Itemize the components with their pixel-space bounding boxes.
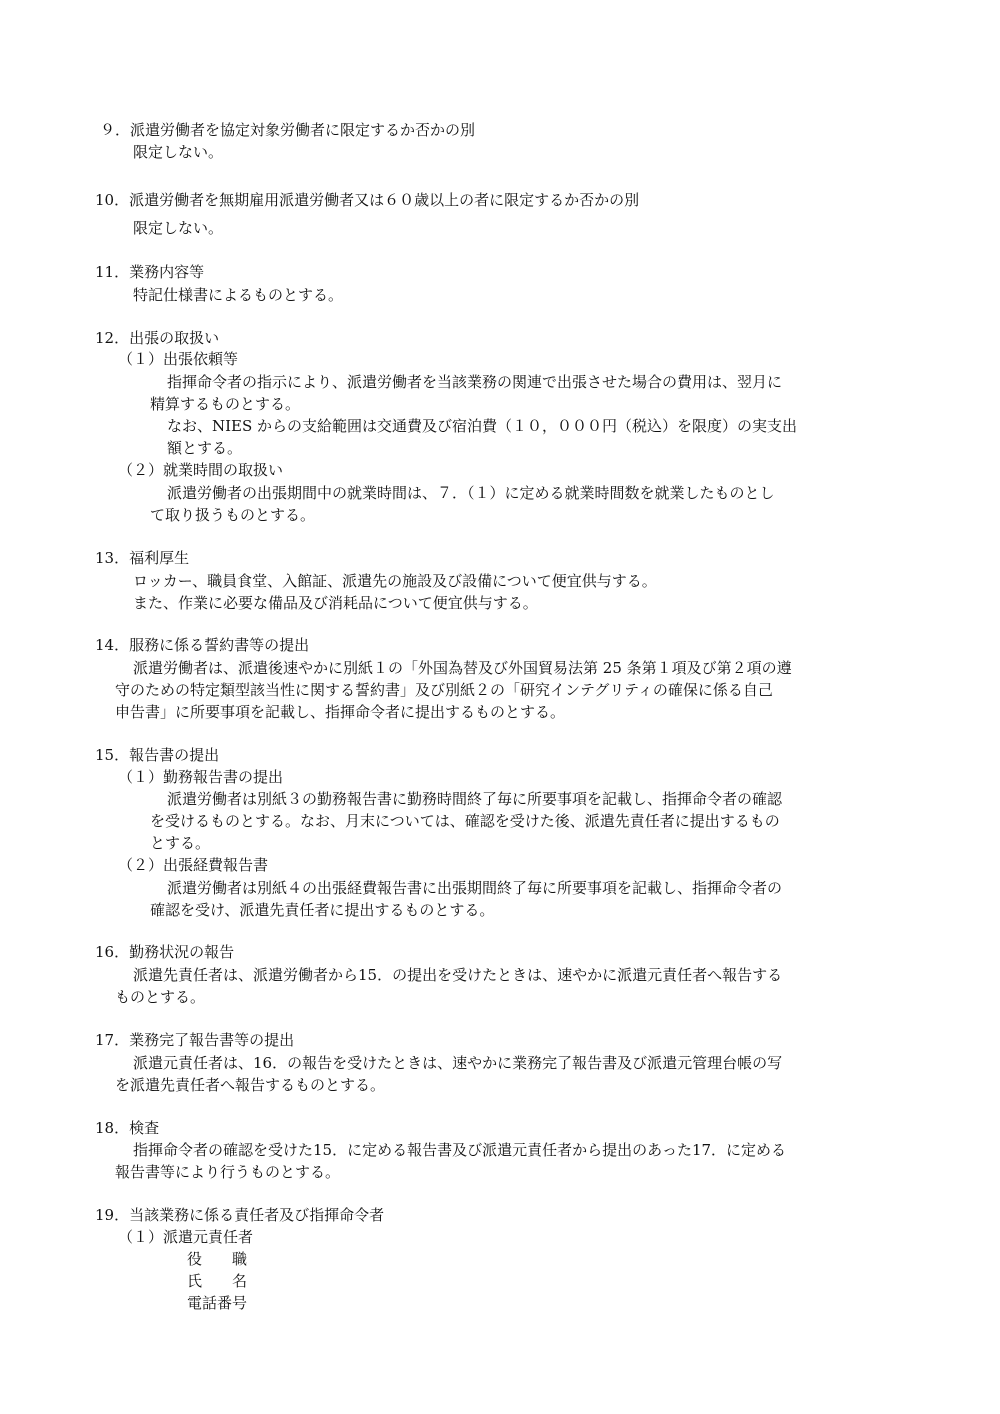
body-text: 特記仕様書によるものとする。 [133, 286, 344, 304]
subheading: （２）就業時間の取扱い [118, 461, 284, 479]
heading-15: 15．報告書の提出 [95, 746, 220, 764]
body-text: 派遣労働者は別紙３の勤務報告書に勤務時間終了毎に所要事項を記載し、指揮命令者の確認 [167, 790, 783, 808]
body-text: ロッカー、職員食堂、入館証、派遣先の施設及び設備について便宜供与する。 [133, 572, 657, 590]
body-text: 派遣元責任者は、16．の報告を受けたときは、速やかに業務完了報告書及び派遣元管理台帳の写 [133, 1054, 783, 1072]
body-text: を派遣先責任者へ報告するものとする。 [115, 1076, 386, 1094]
body-text: 指揮命令者の確認を受けた15．に定める報告書及び派遣元責任者から提出のあった17．に定める [133, 1141, 787, 1159]
body-text: 派遣先責任者は、派遣労働者から15．の提出を受けたときは、速やかに派遣元責任者へ報告する [133, 966, 783, 984]
subheading: （１）派遣元責任者 [118, 1228, 254, 1246]
body-text: なお、NIES からの支給範囲は交通費及び宿泊費（１０，０００円（税込）を限度）の実支出 [167, 417, 798, 435]
body-text: 派遣労働者の出張期間中の就業時間は、７．（１）に定める就業時間数を就業したものとし [167, 484, 775, 502]
heading-9: ９．派遣労働者を協定対象労働者に限定するか否かの別 [100, 121, 476, 139]
body-text: 精算するものとする。 [150, 395, 301, 413]
body-text: 限定しない。 [133, 219, 224, 237]
heading-12: 12．出張の取扱い [95, 329, 220, 347]
body-text: 限定しない。 [133, 143, 224, 161]
body-text: 報告書等により行うものとする。 [115, 1163, 341, 1181]
heading-13: 13．福利厚生 [95, 549, 190, 567]
subheading: （１）出張依頼等 [118, 350, 239, 368]
heading-10: 10．派遣労働者を無期雇用派遣労働者又は６０歳以上の者に限定するか否かの別 [95, 191, 640, 209]
body-text: 額とする。 [167, 439, 243, 457]
body-text: 確認を受け、派遣先責任者に提出するものとする。 [150, 901, 495, 919]
field-label-phone: 電話番号 [187, 1294, 248, 1312]
field-label-title: 役 職 [187, 1250, 248, 1268]
body-text: とする。 [150, 834, 211, 852]
body-text: 派遣労働者は、派遣後速やかに別紙１の「外国為替及び外国貿易法第 25 条第１項及び第２項の遵 [133, 659, 792, 677]
heading-18: 18．検査 [95, 1119, 160, 1137]
body-text: て取り扱うものとする。 [150, 506, 316, 524]
body-text: また、作業に必要な備品及び消耗品について便宜供与する。 [133, 594, 538, 612]
body-text: 申告書」に所要事項を記載し、指揮命令者に提出するものとする。 [115, 703, 566, 721]
heading-16: 16．勤務状況の報告 [95, 943, 235, 961]
heading-11: 11．業務内容等 [95, 263, 205, 281]
subheading: （１）勤務報告書の提出 [118, 768, 284, 786]
heading-17: 17．業務完了報告書等の提出 [95, 1031, 295, 1049]
body-text: ものとする。 [115, 988, 206, 1006]
body-text: 守のための特定類型該当性に関する誓約書」及び別紙２の「研究インテグリティの確保に係る自己 [115, 681, 773, 699]
subheading: （２）出張経費報告書 [118, 856, 269, 874]
heading-14: 14．服務に係る誓約書等の提出 [95, 636, 310, 654]
body-text: 派遣労働者は別紙４の出張経費報告書に出張期間終了毎に所要事項を記載し、指揮命令者の [167, 879, 783, 897]
heading-19: 19．当該業務に係る責任者及び指揮命令者 [95, 1206, 385, 1224]
body-text: を受けるものとする。なお、月末については、確認を受けた後、派遣先責任者に提出するもの [150, 812, 780, 830]
field-label-name: 氏 名 [187, 1272, 248, 1290]
body-text: 指揮命令者の指示により、派遣労働者を当該業務の関連で出張させた場合の費用は、翌月に [167, 373, 783, 391]
